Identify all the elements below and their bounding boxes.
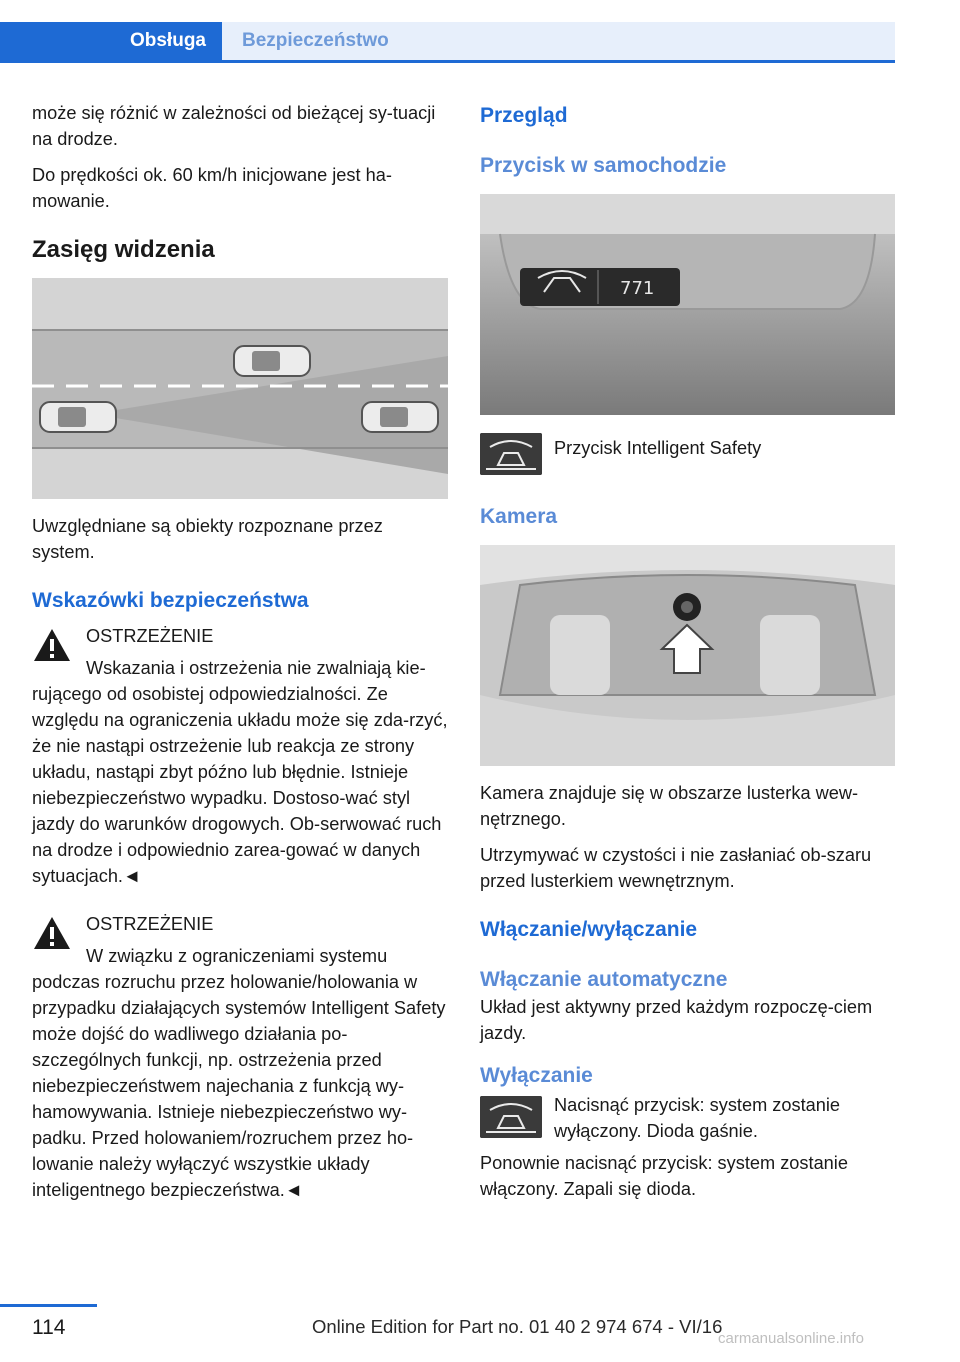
wylaczanie-button-row	[480, 1092, 895, 1144]
right-column	[480, 100, 895, 1212]
heading-przeglad: Przegląd	[480, 104, 568, 127]
button-caption: Przycisk Intelligent Safety	[554, 438, 762, 458]
warning-title: OSTRZEŻENIE	[86, 626, 214, 646]
warning-triangle-icon	[32, 627, 72, 663]
svg-text:771: 771	[620, 278, 655, 299]
edition-info: Online Edition for Part no. 01 40 2 974 674 - VI/16	[312, 1316, 723, 1337]
header-tabs	[0, 22, 895, 62]
left-column	[32, 100, 448, 1203]
paragraph: Uwzględniane są obiekty rozpoznane przez system.	[32, 516, 383, 562]
tab-bezpieczenstwo[interactable]: Bezpieczeństwo	[222, 22, 895, 60]
button-in-car-photo	[480, 194, 895, 415]
footer-divider	[0, 1304, 97, 1307]
warning-text-body: Wskazania i ostrzeżenia nie zwalniają kie-rującego od osobistej odpowiedzialności. Ze względu na ograniczenia układu może się zda-rzyć, że nie nastąpi ostrzeżenie lub reakcja ze strony układu, nastąpi zbyt późno lub błędnie. Istnieje niebezpieczeństwo wypadku. Dostoso-wać styl jazdy do warunków drogowych. Ob-serwować ruch na drodze i odpowiednio zarea-gować w danych sytuacjach.◄	[32, 658, 448, 886]
paragraph: Do prędkości ok. 60 km/h inicjowane jest ha-mowanie.	[32, 165, 392, 211]
warning-text	[32, 943, 448, 1203]
page-number: 114	[32, 1316, 66, 1339]
watermark: carmanualsonline.info	[718, 1330, 864, 1347]
paragraph: Układ jest aktywny przed każdym rozpoczę-ciem jazdy.	[480, 997, 873, 1043]
intelligent-safety-button-icon[interactable]	[480, 433, 542, 475]
tab-obsluga[interactable]: Obsługa	[0, 22, 222, 60]
heading-wlaczanie-wylaczanie: Włączanie/wyłączanie	[480, 918, 698, 941]
paragraph: może się różnić w zależności od bieżącej sy-tuacji na drodze.	[32, 103, 436, 149]
paragraph: Kamera znajduje się w obszarze lusterka wew-nętrznego.	[480, 783, 859, 829]
intelligent-safety-button-icon[interactable]	[480, 1096, 542, 1138]
header-divider	[0, 60, 895, 63]
warning-block-1	[32, 619, 448, 889]
warning-title: OSTRZEŻENIE	[86, 914, 214, 934]
heading-wlaczanie-automatyczne: Włączanie automatyczne	[480, 968, 728, 991]
warning-triangle-icon	[32, 915, 72, 951]
range-of-view-illustration	[32, 278, 448, 499]
warning-block-2	[32, 907, 448, 1203]
heading-przycisk: Przycisk w samochodzie	[480, 154, 727, 177]
heading-wylaczanie: Wyłączanie	[480, 1064, 593, 1087]
paragraph: Utrzymywać w czystości i nie zasłaniać ob-szaru przed lusterkiem wewnętrznym.	[480, 845, 872, 891]
paragraph: Ponownie nacisnąć przycisk: system zostanie włączony. Zapali się dioda.	[480, 1153, 848, 1199]
heading-wskazowki: Wskazówki bezpieczeństwa	[32, 589, 309, 612]
warning-text	[32, 655, 448, 889]
heading-zasieg-widzenia: Zasięg widzenia	[32, 236, 215, 263]
camera-location-photo	[480, 545, 895, 766]
heading-kamera: Kamera	[480, 505, 558, 528]
wylaczanie-text: Nacisnąć przycisk: system zostanie wyłączony. Dioda gaśnie.	[554, 1095, 841, 1141]
warning-text-body: W związku z ograniczeniami systemu podczas rozruchu przez holowanie/holowania w przypadku działających systemów Intelligent Safety może dojść do wadliwego działania po-szczególnych funkcji, np. ostrzeżenia przed niebezpieczeństwem najechania z funkcją wy-hamowywania. Istnieje niebezpieczeństwo wy-padku. Przed holowaniem/rozruchem przez ho-lowanie należy wyłączyć wszystkie układy inteligentnego bezpieczeństwa.◄	[32, 946, 446, 1200]
intelligent-safety-button-row	[480, 433, 895, 479]
